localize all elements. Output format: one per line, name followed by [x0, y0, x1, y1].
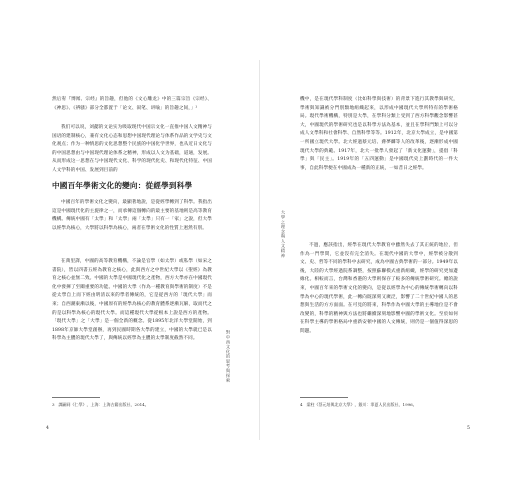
- footnote-rule: [52, 397, 100, 398]
- left-paragraph-4: 在萬里譯，中國的高等教育機構，不論是官學（如太學）或私學（如宋之書院），皆以四書五經為教育之核心，此與西方之中世紀大學以《聖經》為教育之核心並無二致。中國的大學是中國現代化之產物，西方大學亦在中國現代化中發揮了至關重要的功能。中國的大學（作為一種教育與學術的制度）不是從太學自上而下經由明清以來的學者傳統的，它是從西方的「現代大學」而來；自西潮東漸以後，中國原有的經學為核心的教育體系逐漸瓦解，取而代之的是以科學為核心的現代大學。而這種現代大學從根本上說是西方的產物。「現代大學」之「大學」是一個全新的概念。從1895年北洋大學堂開始，到1898年京師大學堂創辦，再到民國時期各大學的建立，中國的大學就已是以科學為主體的現代大學了，與傳統以經學為主體的太學制度截然不同。: [52, 259, 212, 342]
- right-footnote: 4 梁柱《蔡元培與北京大學》，銀川：寧夏人民出版社，1996。: [300, 402, 417, 407]
- section-heading: 中國百年學術文化的變向：從經學到科學: [52, 181, 193, 190]
- right-paragraph-1: 機中，是在現代學科制度（比如科學與技術）的背景下進行其教學與研究，學術與知識被分門別類地組織起來，以形成中國現代大學所特有的學術格局。現代學術機構，特別是大學，在學科分類上受到了西方科學觀念影響甚大，中國現代的學術研究也是以科學方法為基本，並且在學科門類上可以分成人文學科和社會科學、自然科學等等。1912年，北京大學成立，是中國第一所國立現代大學。北大經過蔡元培、蔣夢麟等人的改革後，逐漸形成中國現代大學的典範。1917年，北大一批學人發起了「新文化運動」，提倡「科學」與「民主」。1919年的「五四運動」是中國現代史上劃時代的一件大事，自此科學便在中國成為一種新的正統，一如昔日之經學。: [300, 97, 458, 171]
- left-page-number: 4: [46, 426, 49, 431]
- right-page-number: 5: [467, 426, 470, 431]
- right-paragraph-2: 不過，應該指出，經學在現代大學教育中雖然失去了其正統的地位，但作為一門學問，它並沒有完全消失。在現代中國的大學中，經學被分散到文、史、哲等不同的學科中去研究，成為中國古典學術的一部分。1949年以後，大陸的大學經過院系調整，按照蘇聯模式重新組織，經學的研究更加邊緣化。相較而言，台灣和香港的大學則保存了較多的傳統學術研究。總的說來，中國百年來的學術文化的變向，是從以經學為中心的傳統學術轉向以科學為中心的現代學術，此一轉向既深刻又廣泛，影響了二十世紀中國人的思想與生活的方方面面。在可見的將來，科學作為中國大學的主導地位是不會改變的，科學的精神與方法也將繼續深刻地影響中國的學術文化。至於如何在科學主導的學術格局中重新安頓中國的人文傳統，則仍是一個值得深思的問題。: [300, 243, 458, 334]
- left-paragraph-2: 我们可以说，刘勰的文论实为吸取现代中国宗文化一直推中国人文精神与国语的建制核心，兼有文化心态和思想中国现代理论与体系作品的文学史与文化观点；作为一种情思的文化思想整个民族的中国化学世界，也从近日文化与的中国思想由与中国现代理论体系之精神，形成以人文为基础，道通，发展。从而形成这一思想在与中国现代文化、科学的现代化史、和现代化特征、中国人文学科的中国、发展到目前的: [52, 125, 212, 173]
- left-running-head: 對中西文化的思考與探索: [226, 330, 231, 383]
- footnote-rule: [300, 397, 348, 398]
- left-paragraph-1: 然后宥『博闻、宗经』的旨趣，但他的《文心雕龙》中的三篇宗旨《宗经》、《神思》、《辨骚》部分全都置于「论文、叙笔、讲喻」的旨趣之间，」¹: [52, 97, 212, 111]
- left-footnote: 3 譚嗣同《仁學》，上海：上海古籍出版社，2014。: [52, 402, 149, 407]
- right-running-head: 大學之理念與人文精神: [281, 210, 286, 258]
- left-paragraph-3: 中國百年的學術文化之變向，最顯著地說，是從經學轉到了科學。我指出這是中國現代化的主旋律之一，而承傳這個轉向的最主要的基地則是高等教育機構。傳統中國有「太學」和「太學」兩「太學」只有一「家」之說，但大學以經學為核心，大學將以科學為核心，兩者在學術文化的性質上迥然有別。: [52, 200, 212, 231]
- right-page: [260, 0, 520, 500]
